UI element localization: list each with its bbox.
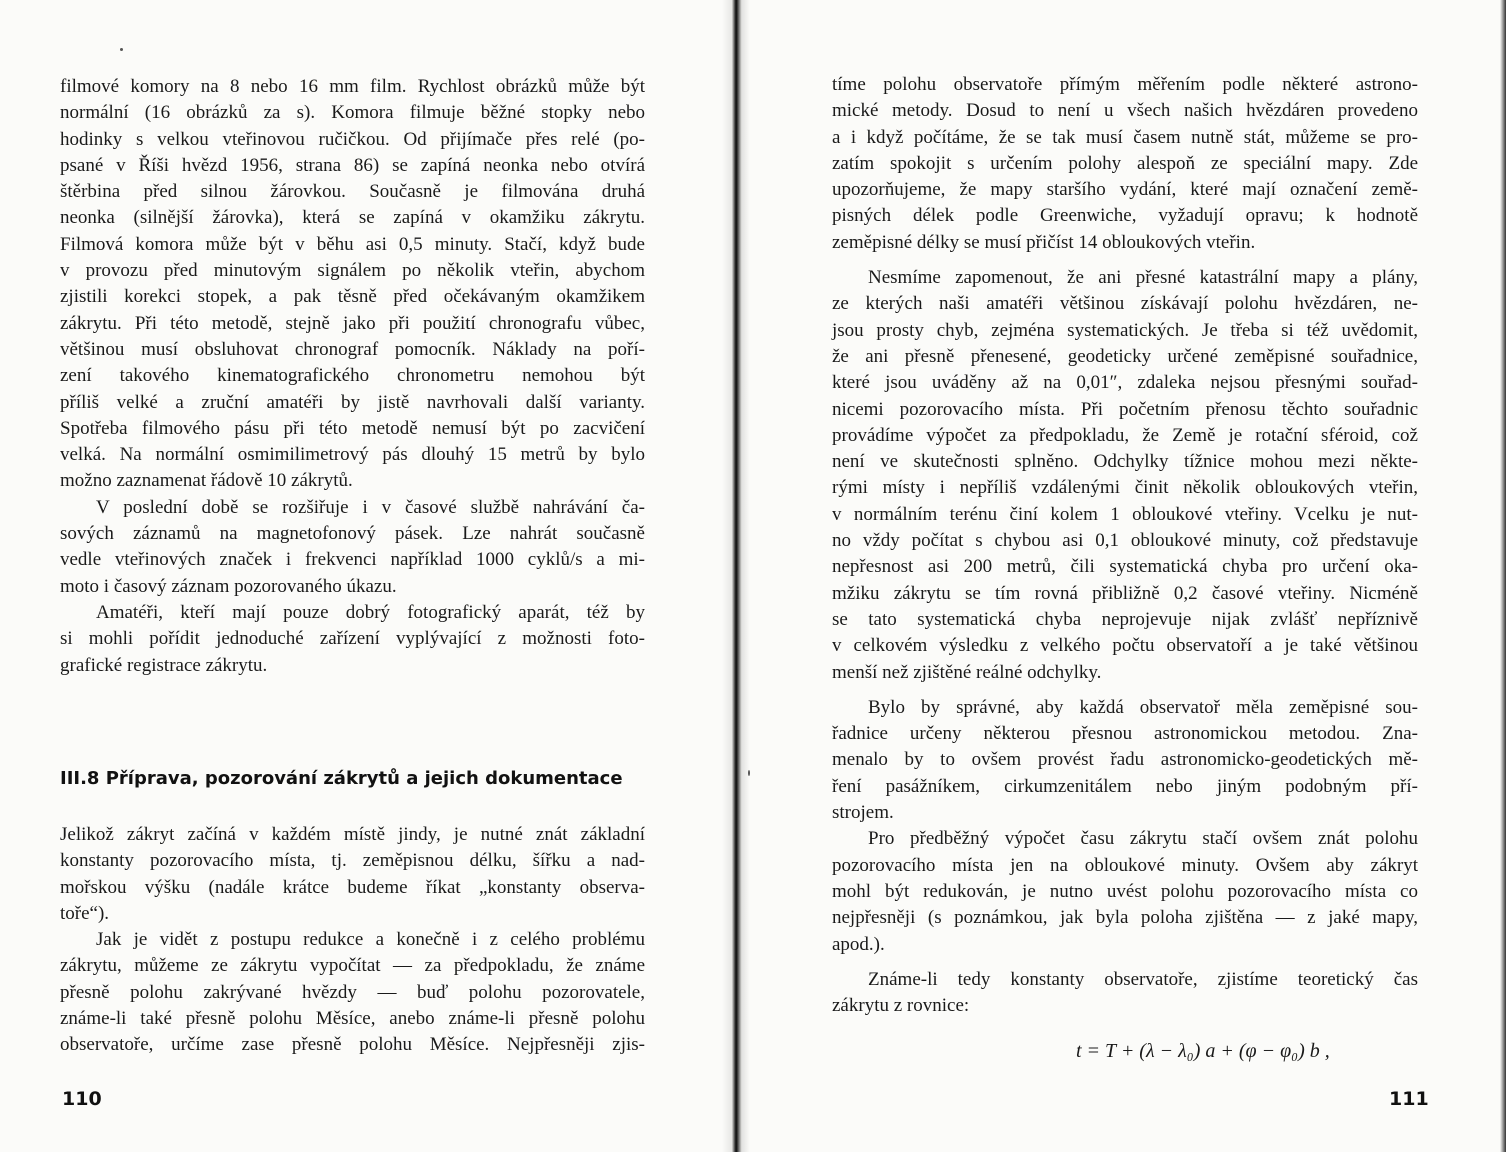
text-line: mořskou výšku (nadále krátce budeme říkat „konstanty observa-	[60, 876, 645, 898]
text-line: zení takového kinematografického chronometru nemohou být	[60, 365, 645, 387]
text-line: štěrbina před silnou žárovkou. Současně je filmována druhá	[60, 181, 645, 203]
text-line: grafické registrace zákrytu.	[60, 654, 268, 676]
left-paragraph-3	[60, 600, 645, 679]
text-line: přesně polohu zakrývané hvězdy — buď polohu pozorovatele,	[60, 981, 645, 1003]
text-line: si mohli pořídit jednoduché zařízení vyplývající z možnosti foto-	[60, 628, 645, 650]
text-line: tíme polohu observatoře přímým měřením podle některé astrono-	[832, 74, 1418, 95]
text-line: Jelikož zákryt začíná v každém místě jindy, je nutné znát základní	[60, 824, 645, 845]
text-line: Filmová komora může být v běhu asi 0,5 minuty. Stačí, když bude	[60, 233, 645, 255]
right-paragraph-2	[832, 265, 1418, 686]
text-line: většinou musí obsluhovat chronograf pomocník. Náklady na poří-	[60, 338, 645, 360]
text-line: v celkovém výsledku z velkého počtu observatoří a je také většinou	[832, 635, 1418, 657]
text-line: známe-li také přesně polohu Měsíce, anebo známe-li přesně polohu	[60, 1008, 645, 1030]
left-text-block	[60, 74, 645, 679]
right-text-block	[832, 72, 1418, 1019]
left-paragraph-5	[60, 927, 645, 1058]
text-line: zákrytu z rovnice:	[832, 995, 970, 1017]
text-line: Jak je vidět z postupu redukce a konečně i z celého problému	[96, 929, 645, 951]
text-line: hodinky s velkou vteřinovou ručičkou. Od přijímače přes relé (po-	[60, 128, 645, 150]
left-page	[0, 0, 736, 1152]
text-line: normální (16 obrázků za s). Komora filmuje běžné stopky nebo	[60, 102, 645, 124]
page-number-right: 111	[1389, 1088, 1429, 1110]
text-line: příliš velké a zruční amatéři by jistě navrhovali další varianty.	[60, 391, 645, 413]
text-line: v provozu před minutovým signálem po několik vteřin, abychom	[60, 260, 645, 282]
text-line: zeměpisné délky se musí přičíst 14 obloukových vteřin.	[832, 231, 1256, 253]
scan-speck	[120, 48, 123, 51]
text-line: rými místy i nepříliš vzdálenými činit několik obloukových vteřin,	[832, 477, 1418, 499]
text-line: které jsou uváděny až na 0,01″, zdaleka nejsou přesnými souřad-	[832, 372, 1418, 394]
text-line: zatím spokojit s určením polohy alespoň ze speciální mapy. Zde	[832, 152, 1418, 174]
text-line: filmové komory na 8 nebo 16 mm film. Rychlost obrázků může být	[60, 76, 645, 97]
text-line: Nesmíme zapomenout, že ani přesné katastrální mapy a plány,	[868, 267, 1418, 289]
text-line: nepřesnost asi 200 metrů, čili systematická chyba pro určení oka-	[832, 556, 1418, 578]
text-line: pozorovacího místa jen na obloukové minuty. Ovšem aby zákryt	[832, 854, 1418, 876]
text-line: zjistili korekci stopek, a pak těsně před očekávaným okamžikem	[60, 286, 645, 308]
text-line: toře“).	[60, 902, 110, 924]
text-line: strojem.	[832, 802, 894, 824]
text-line: že ani přesně přenesené, geodeticky určené zeměpisné souřadnice,	[832, 345, 1418, 367]
text-line: upozorňujeme, že mapy staršího vydání, které mají označení země-	[832, 179, 1418, 201]
right-paragraph-4	[832, 826, 1418, 957]
text-line: Spotřeba filmového pásu při této metodě nemusí být po zacvičení	[60, 417, 645, 439]
right-paragraph-1	[832, 72, 1418, 256]
text-line: provádíme výpočet za předpokladu, že Země je rotační sféroid, což	[832, 424, 1418, 446]
text-line: v normálním terénu činí kolem 1 obloukové vteřiny. Vcelku je nut-	[832, 503, 1418, 525]
left-paragraph-1	[60, 74, 645, 495]
paragraph-gap	[832, 256, 1418, 265]
right-page	[740, 0, 1506, 1152]
text-line: pisných délek podle Greenwiche, vyžadují opravu; k hodnotě	[832, 205, 1418, 227]
left-paragraph-4	[60, 822, 645, 927]
text-line: V poslední době se rozšiřuje i v časové službě nahrávání ča-	[96, 496, 645, 518]
text-line: vedle vteřinových značek i frekvenci například 1000 cyklů/s a mi-	[60, 549, 645, 571]
text-line: Známe-li tedy konstanty observatoře, zjistíme teoretický čas	[868, 968, 1418, 990]
left-text-block-after-heading	[60, 822, 645, 1059]
text-line: nejpřesněji (s poznámkou, jak byla poloha zjištěna — z jaké mapy,	[832, 907, 1418, 929]
text-line: řadnice určeny některou přesnou astronomickou metodou. Zna-	[832, 723, 1418, 745]
text-line: neonka (silnější žárovka), která se zapíná v okamžiku zákrytu.	[60, 207, 645, 229]
text-line: mžiku zákrytu se tím rovná přibližně 0,2 časové vteřiny. Nicméně	[832, 582, 1418, 604]
page-edge-shadow	[1500, 0, 1506, 1152]
text-line: a i když počítáme, že se tak musí časem nutně stát, můžeme se pro-	[832, 126, 1418, 148]
text-line: menší než zjištěné reálné odchylky.	[832, 661, 1102, 683]
page-number-left: 110	[62, 1088, 102, 1110]
text-line: zákrytu. Při této metodě, stejně jako při použití chronografu vůbec,	[60, 312, 645, 334]
left-paragraph-2	[60, 495, 645, 600]
text-line: psané v Říši hvězd 1956, strana 86) se zapíná neonka nebo otvírá	[60, 154, 645, 176]
text-line: no vždy počítat s chybou asi 0,1 obloukové minuty, což představuje	[832, 530, 1418, 552]
text-line: observatoře, určíme zase přesně polohu Měsíce. Nejpřesněji zjis-	[60, 1034, 645, 1056]
text-line: sových záznamů na magnetofonový pásek. Lze nahrát současně	[60, 523, 645, 545]
equation: t = T + (λ − λ₀) a + (φ − φ₀) b ,	[1076, 1040, 1330, 1062]
right-paragraph-5	[832, 967, 1418, 1020]
text-line: možno zaznamenat řádově 10 zákrytů.	[60, 470, 353, 492]
text-line: jsou prosty chyb, zejména systematických. Je třeba si též uvědomit,	[832, 319, 1418, 341]
text-line: Bylo by správné, aby každá observatoř měla zeměpisné sou-	[868, 696, 1418, 718]
scan-speck	[748, 770, 750, 776]
text-line: není ve skutečnosti splněno. Odchylky tížnice mohou mezi někte-	[832, 451, 1418, 473]
text-line: konstanty pozorovacího místa, tj. zeměpisnou délku, šířku a nad-	[60, 850, 645, 872]
text-line: mohl být redukován, je nutno uvést polohu pozorovacího místa co	[832, 880, 1418, 902]
text-line: nicemi pozorovacího místa. Při početním přenosu těchto souřadnic	[832, 398, 1418, 420]
text-line: ze kterých naši amatéři většinou získávají polohu hvězdáren, ne-	[832, 293, 1418, 315]
text-line: Amatéři, kteří mají pouze dobrý fotografický aparát, též by	[96, 601, 645, 623]
paragraph-gap	[832, 686, 1418, 695]
text-line: se tato systematická chyba neprojevuje nijak zvlášť nepříznivě	[832, 608, 1418, 630]
text-line: menalo by to ovšem provést řadu astronomicko-geodetických mě-	[832, 749, 1418, 771]
text-line: velká. Na normální osmimilimetrový pás dlouhý 15 metrů by bylo	[60, 444, 645, 466]
text-line: apod.).	[832, 933, 885, 955]
text-line: mické metody. Dosud to není u všech našich hvězdáren provedeno	[832, 100, 1418, 122]
text-line: ření pasážníkem, cirkumzenitálem nebo jiným podobným pří-	[832, 775, 1418, 797]
section-heading: III.8 Příprava, pozorování zákrytů a jejich dokumentace	[60, 768, 623, 789]
right-paragraph-3	[832, 695, 1418, 826]
paragraph-gap	[832, 958, 1418, 967]
text-line: moto i časový záznam pozorovaného úkazu.	[60, 575, 397, 597]
text-line: zákrytu, můžeme ze zákrytu vypočítat — za předpokladu, že známe	[60, 955, 645, 977]
text-line: Pro předběžný výpočet času zákrytu stačí ovšem znát polohu	[868, 828, 1418, 850]
